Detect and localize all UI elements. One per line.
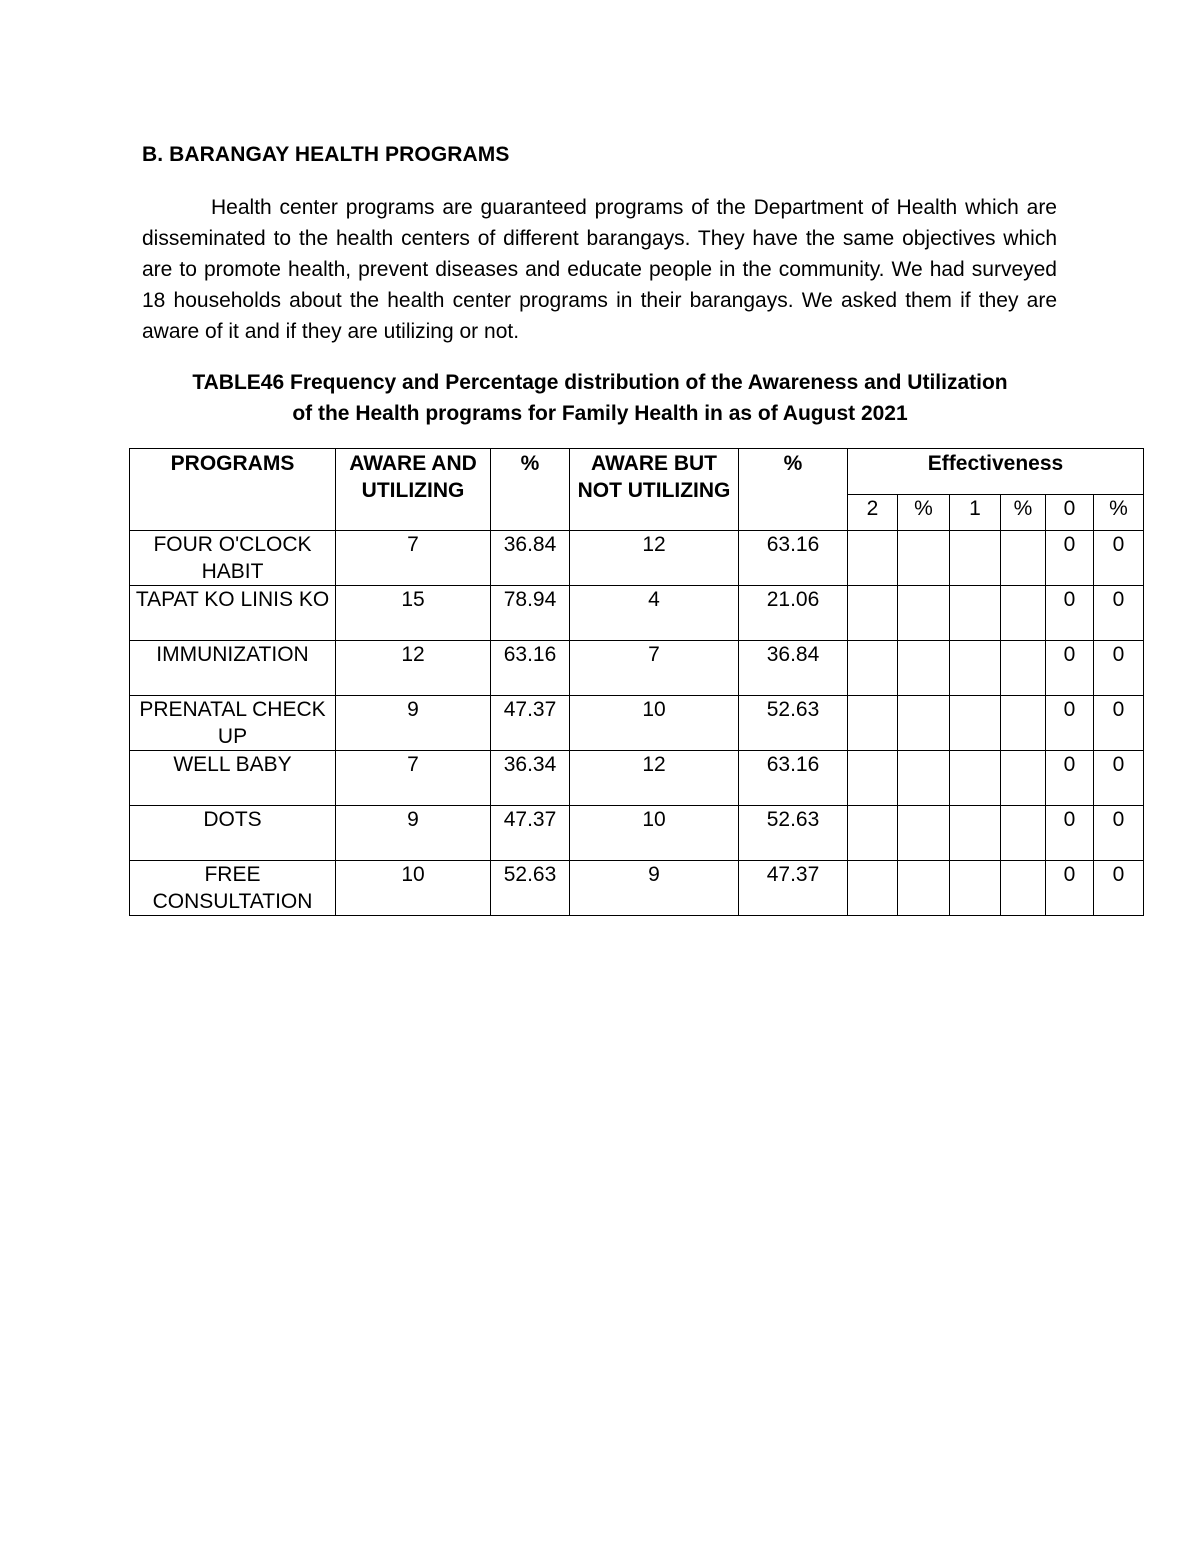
cell-percent-1: 36.84 <box>491 531 570 586</box>
cell-eff-2-percent <box>898 751 950 806</box>
cell-eff-2-percent <box>898 586 950 641</box>
cell-eff-1 <box>950 586 1001 641</box>
cell-eff-1 <box>950 531 1001 586</box>
cell-program: IMMUNIZATION <box>130 641 336 696</box>
cell-eff-1 <box>950 641 1001 696</box>
cell-percent-2: 63.16 <box>739 751 848 806</box>
cell-program: PRENATAL CHECK UP <box>130 696 336 751</box>
header-effectiveness: Effectiveness <box>848 449 1144 495</box>
cell-program: DOTS <box>130 806 336 861</box>
intro-paragraph: Health center programs are guaranteed programs of the Department of Health which are disseminated to the health centers of different barangays. They have the same objectives which are to promote health, prevent diseases and educate people in the community. We had surveyed 18 households about the health center programs in their barangays. We asked them if they are aware of it and if they are utilizing or not. <box>142 196 1057 343</box>
cell-aware-utilizing: 7 <box>336 751 491 806</box>
cell-eff-2 <box>848 531 898 586</box>
cell-program: FOUR O'CLOCK HABIT <box>130 531 336 586</box>
cell-eff-2 <box>848 641 898 696</box>
cell-aware-utilizing: 9 <box>336 696 491 751</box>
cell-eff-0: 0 <box>1046 806 1094 861</box>
cell-eff-0: 0 <box>1046 751 1094 806</box>
cell-aware-utilizing: 15 <box>336 586 491 641</box>
cell-eff-0: 0 <box>1046 641 1094 696</box>
cell-eff-0-percent: 0 <box>1094 641 1144 696</box>
cell-percent-1: 47.37 <box>491 696 570 751</box>
cell-eff-1 <box>950 861 1001 916</box>
cell-percent-2: 21.06 <box>739 586 848 641</box>
cell-percent-2: 63.16 <box>739 531 848 586</box>
cell-eff-1 <box>950 806 1001 861</box>
cell-eff-0: 0 <box>1046 861 1094 916</box>
table-row <box>130 696 1144 751</box>
cell-aware-not: 12 <box>570 751 739 806</box>
cell-eff-0: 0 <box>1046 531 1094 586</box>
cell-percent-1: 52.63 <box>491 861 570 916</box>
cell-aware-utilizing: 9 <box>336 806 491 861</box>
subheader-2: 2 <box>848 495 898 531</box>
cell-eff-1-percent <box>1001 751 1046 806</box>
cell-eff-0: 0 <box>1046 586 1094 641</box>
cell-eff-1 <box>950 696 1001 751</box>
cell-eff-2 <box>848 586 898 641</box>
cell-eff-2 <box>848 861 898 916</box>
cell-aware-not: 4 <box>570 586 739 641</box>
cell-eff-2-percent <box>898 806 950 861</box>
subheader-0-percent: % <box>1094 495 1144 531</box>
cell-percent-1: 47.37 <box>491 806 570 861</box>
cell-eff-1 <box>950 751 1001 806</box>
cell-percent-1: 63.16 <box>491 641 570 696</box>
header-percent-1: % <box>491 449 570 531</box>
cell-eff-1-percent <box>1001 696 1046 751</box>
cell-aware-utilizing: 12 <box>336 641 491 696</box>
subheader-2-percent: % <box>898 495 950 531</box>
cell-eff-1-percent <box>1001 861 1046 916</box>
cell-eff-2-percent <box>898 861 950 916</box>
subheader-1: 1 <box>950 495 1001 531</box>
subheader-1-percent: % <box>1001 495 1046 531</box>
header-programs: PROGRAMS <box>130 449 336 531</box>
cell-percent-2: 52.63 <box>739 806 848 861</box>
cell-aware-utilizing: 7 <box>336 531 491 586</box>
cell-aware-not: 12 <box>570 531 739 586</box>
table-row <box>130 586 1144 641</box>
cell-aware-not: 10 <box>570 806 739 861</box>
cell-aware-not: 7 <box>570 641 739 696</box>
cell-eff-2 <box>848 806 898 861</box>
cell-eff-1-percent <box>1001 806 1046 861</box>
cell-eff-0-percent: 0 <box>1094 751 1144 806</box>
table-row <box>130 861 1144 916</box>
cell-eff-1-percent <box>1001 531 1046 586</box>
cell-aware-not: 10 <box>570 696 739 751</box>
cell-eff-0-percent: 0 <box>1094 806 1144 861</box>
cell-eff-2-percent <box>898 641 950 696</box>
cell-percent-2: 52.63 <box>739 696 848 751</box>
table-row <box>130 641 1144 696</box>
cell-percent-2: 47.37 <box>739 861 848 916</box>
table-row <box>130 806 1144 861</box>
table-caption-line-1: TABLE46 Frequency and Percentage distribution of the Awareness and Utilization <box>192 371 1008 394</box>
cell-percent-1: 78.94 <box>491 586 570 641</box>
cell-program: TAPAT KO LINIS KO <box>130 586 336 641</box>
cell-program: FREE CONSULTATION <box>130 861 336 916</box>
cell-eff-0-percent: 0 <box>1094 586 1144 641</box>
header-percent-2: % <box>739 449 848 531</box>
cell-eff-2-percent <box>898 696 950 751</box>
cell-eff-1-percent <box>1001 586 1046 641</box>
cell-eff-0-percent: 0 <box>1094 861 1144 916</box>
subheader-0: 0 <box>1046 495 1094 531</box>
cell-eff-0-percent: 0 <box>1094 531 1144 586</box>
cell-eff-2 <box>848 696 898 751</box>
cell-eff-0: 0 <box>1046 696 1094 751</box>
section-heading: B. BARANGAY HEALTH PROGRAMS <box>142 143 510 166</box>
cell-eff-0-percent: 0 <box>1094 696 1144 751</box>
header-aware-not-utilizing: AWARE BUT NOT UTILIZING <box>570 449 739 531</box>
cell-percent-1: 36.34 <box>491 751 570 806</box>
cell-eff-2-percent <box>898 531 950 586</box>
table-caption <box>130 367 1070 429</box>
cell-eff-1-percent <box>1001 641 1046 696</box>
programs-table <box>129 448 1144 916</box>
cell-aware-utilizing: 10 <box>336 861 491 916</box>
cell-aware-not: 9 <box>570 861 739 916</box>
table-row <box>130 531 1144 586</box>
table-row <box>130 751 1144 806</box>
cell-eff-2 <box>848 751 898 806</box>
table-caption-line-2: of the Health programs for Family Health in as of August 2021 <box>292 402 908 425</box>
cell-percent-2: 36.84 <box>739 641 848 696</box>
header-aware-utilizing: AWARE AND UTILIZING <box>336 449 491 531</box>
cell-program: WELL BABY <box>130 751 336 806</box>
